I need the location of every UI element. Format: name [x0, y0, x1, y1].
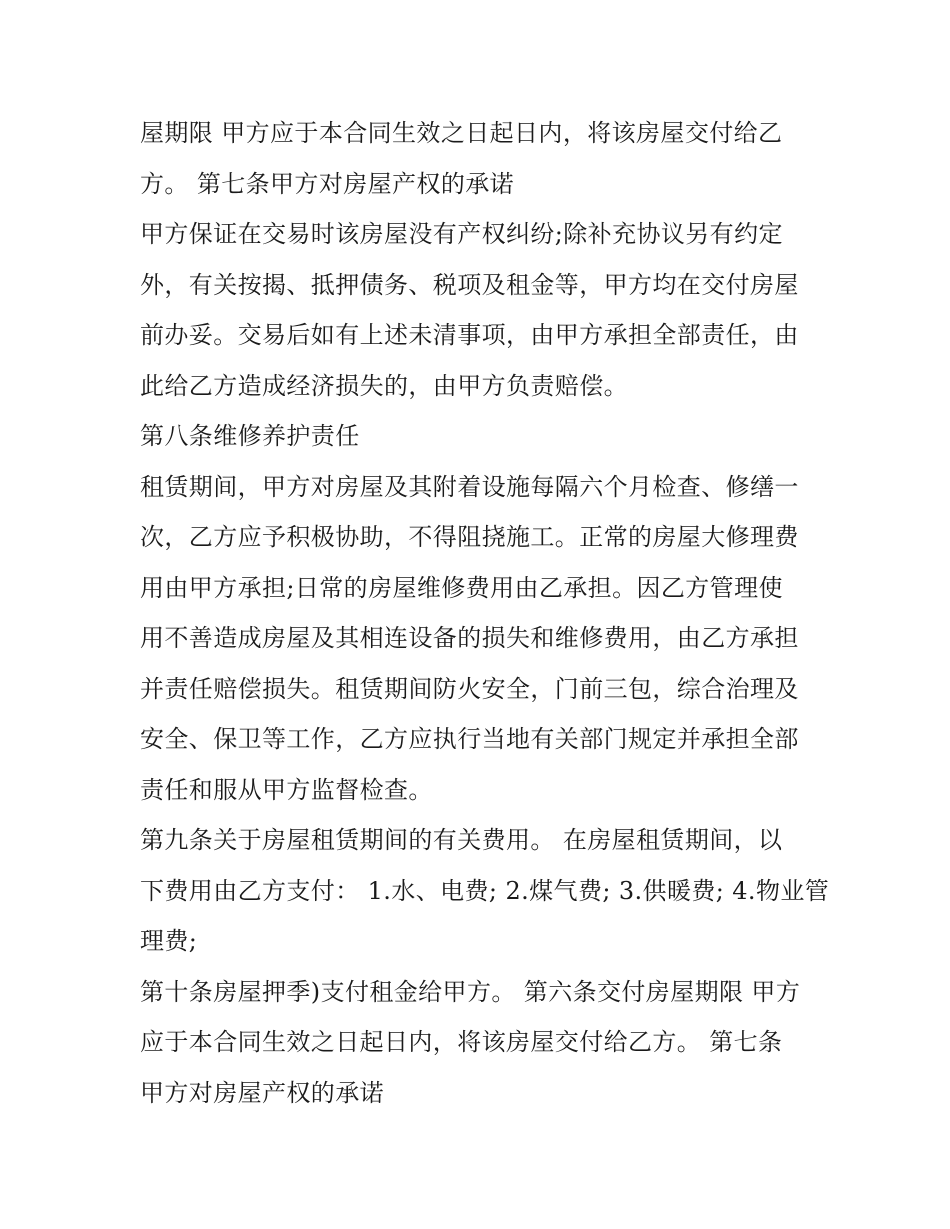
text-line: 方。 第七条甲方对房屋产权的承诺	[140, 169, 515, 198]
text-line: 理费;	[140, 927, 198, 955]
text-line: 用由甲方承担;日常的房屋维修费用由乙承担。因乙方管理使	[140, 573, 783, 602]
text-line: 并责任赔偿损失。租赁期间防火安全，门前三包，综合治理及	[140, 674, 799, 703]
text-line: 应于本合同生效之日起日内，将该房屋交付给乙方。 第七条	[140, 1028, 783, 1056]
text-line: 次，乙方应予积极协助，不得阻挠施工。正常的房屋大修理费	[140, 523, 799, 551]
section-heading: 第八条维修养护责任	[140, 422, 360, 450]
text-line: 前办妥。交易后如有上述未清事项，由甲方承担全部责任，由	[140, 321, 799, 349]
text-line: 此给乙方造成经济损失的，由甲方负责赔偿。	[140, 371, 628, 400]
text-line: 用不善造成房屋及其相连设备的损失和维修费用，由乙方承担	[140, 624, 799, 652]
text-line: 下费用由乙方支付： 1.水、电费; 2.煤气费; 3.供暖费; 4.物业管	[140, 876, 830, 905]
document-body	[140, 108, 830, 1118]
text-line: 屋期限 甲方应于本合同生效之日起日内，将该房屋交付给乙	[140, 119, 783, 147]
text-line: 外，有关按揭、抵押债务、税项及租金等，甲方均在交付房屋	[140, 270, 799, 299]
text-line: 租赁期间，甲方对房屋及其附着设施每隔六个月检查、修缮一	[140, 472, 799, 501]
text-line: 甲方对房屋产权的承诺	[140, 1078, 384, 1107]
text-line: 甲方保证在交易时该房屋没有产权纠纷;除补充协议另有约定	[140, 220, 783, 248]
text-line: 第九条关于房屋租赁期间的有关费用。 在房屋租赁期间，以	[140, 826, 783, 854]
text-line: 安全、保卫等工作，乙方应执行当地有关部门规定并承担全部	[140, 725, 799, 753]
text-line: 第十条房屋押季)支付租金给甲方。 第六条交付房屋期限 甲方	[140, 977, 801, 1006]
text-line: 责任和服从甲方监督检查。	[140, 775, 433, 804]
